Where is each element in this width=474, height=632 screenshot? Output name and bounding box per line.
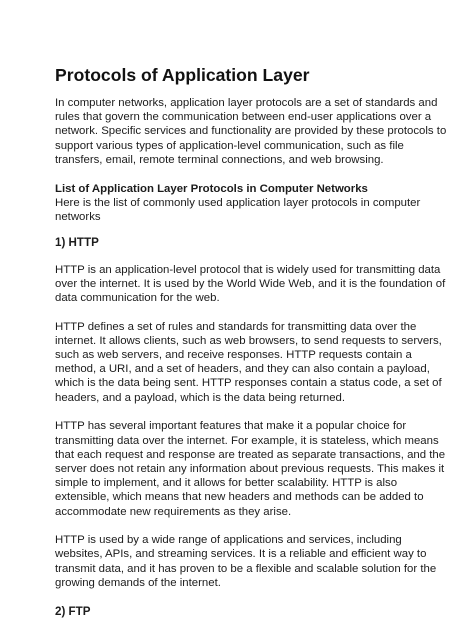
- text-line: HTTP is used by a wide range of applications and services, including: [55, 534, 402, 547]
- text-line: HTTP defines a set of rules and standards for transmitting data over the: [55, 320, 417, 333]
- text-line: headers, and a payload, which is the data being returned.: [55, 391, 346, 404]
- document-page: [55, 64, 447, 631]
- text-line: server does not retain any information about previous requests. This makes it: [55, 462, 445, 475]
- text-line: data communication for the web.: [55, 291, 220, 304]
- text-line: networks: [55, 210, 101, 223]
- text-line: support various types of application-level communication, such as file: [55, 139, 404, 152]
- text-line: Here is the list of commonly used application layer protocols in computer: [55, 196, 421, 209]
- text-line: accommodate new requirements as they arise.: [55, 505, 292, 518]
- section-heading-http: 1) HTTP: [55, 236, 99, 250]
- text-line: internet. It allows clients, such as web browsers, to send requests to servers,: [55, 334, 442, 347]
- text-line: which is the data being sent. HTTP responses contain a status code, a set of: [55, 377, 442, 390]
- text-line: growing demands of the internet.: [55, 576, 221, 589]
- document-title: Protocols of Application Layer: [55, 65, 310, 85]
- text-line: websites, APIs, and streaming services. It is a reliable and efficient way to: [55, 548, 427, 561]
- text-line: HTTP is an application-level protocol that is widely used for transmitting data: [55, 263, 441, 276]
- text-line: transmitting data over the internet. For example, it is stateless, which means: [55, 434, 439, 447]
- text-line: simple to implement, and it allows for better scalability. HTTP is also: [55, 477, 398, 490]
- http-paragraph-3: [55, 419, 446, 518]
- http-paragraph-2: [55, 320, 442, 405]
- http-paragraph-4: [55, 533, 437, 590]
- text-line: HTTP has several important features that make it a popular choice for: [55, 420, 407, 433]
- text-line: transmit data, and it has proven to be a flexible and scalable solution for the: [55, 562, 437, 575]
- text-line: that each request and response are treated as separate transactions, and the: [55, 448, 446, 461]
- text-line: In computer networks, application layer protocols are a set of standards and: [55, 97, 438, 109]
- text-line: network. Specific services and functionality are provided by these protocols to: [55, 125, 447, 138]
- list-heading: List of Application Layer Protocols in Computer Networks: [55, 182, 368, 195]
- list-intro-paragraph: [55, 182, 425, 225]
- text-line: such as web servers, and receive responses. HTTP requests contain a: [55, 349, 412, 362]
- section-heading-ftp: 2) FTP: [55, 604, 91, 618]
- text-line: method, a URI, and a set of headers, and they can also contain a payload,: [55, 363, 430, 376]
- text-line: transfers, email, remote terminal connections, and web browsing.: [55, 153, 384, 166]
- text-line: extensible, which means that new headers and methods can be added to: [55, 491, 424, 504]
- text-line: rules that govern the communication between end-user applications over a: [55, 111, 432, 124]
- intro-paragraph: [55, 96, 447, 167]
- text-line: over the internet. It is used by the World Wide Web, and it is the foundation of: [55, 277, 446, 290]
- http-paragraph-1: [55, 263, 446, 306]
